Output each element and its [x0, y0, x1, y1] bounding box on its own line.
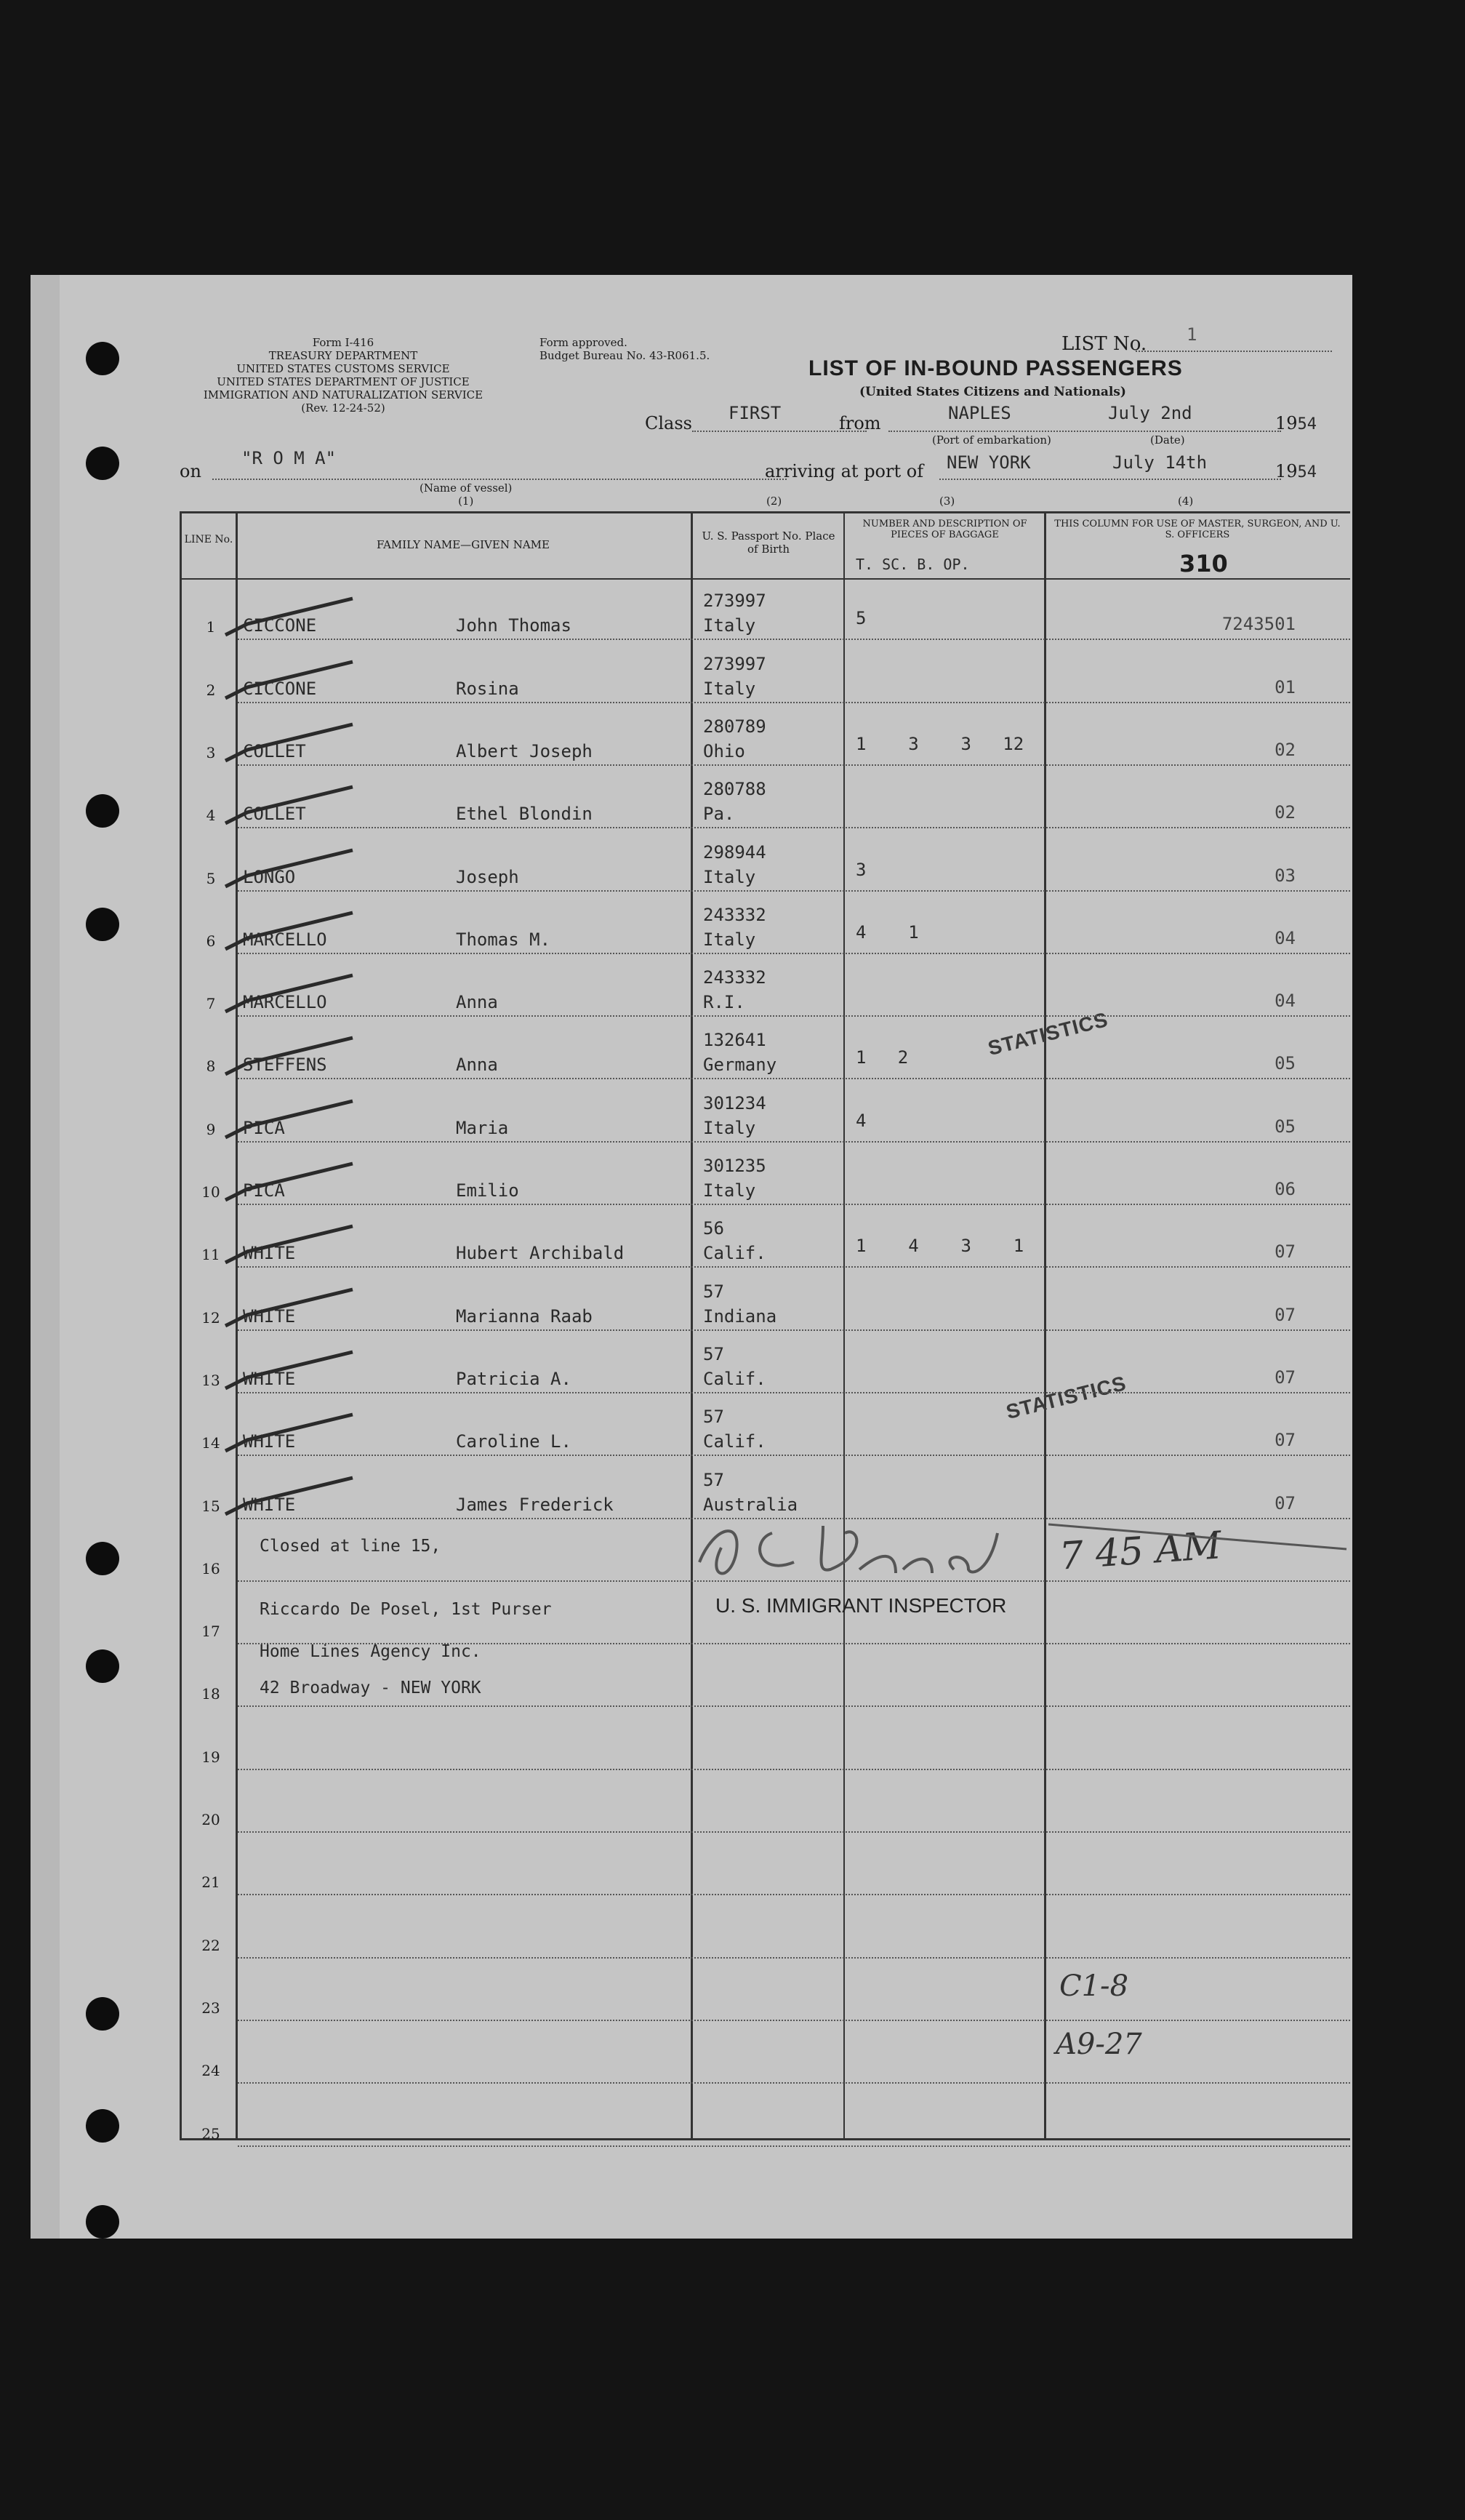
- officer-code: 02: [1275, 739, 1296, 760]
- officer-code: 03: [1275, 865, 1296, 886]
- justice-dept: UNITED STATES DEPARTMENT OF JUSTICE: [217, 375, 470, 388]
- place-of-birth: Australia: [703, 1494, 798, 1515]
- line-number: 3: [206, 743, 216, 761]
- closed-at-line: Closed at line 15,: [260, 1537, 441, 1556]
- approval-block: [539, 336, 710, 362]
- check-mark-icon: [218, 658, 364, 709]
- family-name: PICA: [243, 1117, 285, 1138]
- officer-code: 06: [1275, 1179, 1296, 1199]
- passport-number: 280789: [703, 716, 766, 737]
- form-number: Form I-416: [312, 336, 374, 349]
- family-name: STEFFENS: [243, 1055, 327, 1076]
- line-number: 14: [201, 1434, 220, 1452]
- given-name: Rosina: [456, 678, 519, 699]
- family-name: CICCONE: [243, 678, 317, 699]
- agency-name: Home Lines Agency Inc.: [260, 1642, 481, 1661]
- header-baggage: NUMBER AND DESCRIPTION OF PIECES OF BAGGAGE: [862, 519, 1027, 540]
- passport-number: 57: [703, 1469, 724, 1490]
- line-number: 12: [201, 1308, 220, 1327]
- given-name: Patricia A.: [456, 1368, 571, 1389]
- place-of-birth: Pa.: [703, 804, 735, 825]
- given-name: Caroline L.: [456, 1431, 571, 1452]
- col-4-caption: (4): [1178, 495, 1194, 508]
- class-label: Class: [645, 413, 692, 433]
- pen-stroke: [1048, 1519, 1354, 1562]
- passport-number: 57: [703, 1281, 724, 1302]
- inspector-label: U. S. IMMIGRANT INSPECTOR: [715, 1594, 1007, 1617]
- list-no-label: LIST No.: [1061, 333, 1147, 355]
- line-number: 9: [206, 1120, 216, 1138]
- list-no: 1: [1187, 324, 1197, 345]
- class-value: FIRST: [729, 403, 782, 423]
- place-of-birth: Italy: [703, 678, 756, 699]
- header-baggage-types: T. SC. B. OP.: [856, 556, 970, 573]
- officers-number: 310: [1179, 550, 1228, 577]
- place-of-birth: Italy: [703, 866, 756, 887]
- line-number: 13: [201, 1371, 220, 1389]
- line-number: 20: [201, 1811, 220, 1828]
- family-name: WHITE: [243, 1368, 296, 1389]
- passport-number: 56: [703, 1218, 724, 1239]
- punch-hole: [86, 908, 119, 941]
- vessel-name: "R O M A": [241, 448, 337, 468]
- punch-hole: [86, 1997, 119, 2031]
- from-label: from: [839, 413, 881, 433]
- line-number: 10: [201, 1183, 220, 1201]
- passport-number: 57: [703, 1343, 724, 1364]
- handwritten-note-1: C1-8: [1059, 1969, 1129, 2003]
- col-3-caption: (3): [939, 495, 955, 508]
- line-number: 16: [201, 1559, 220, 1577]
- paper-edge: [31, 275, 60, 2239]
- passport-number: 243332: [703, 967, 766, 988]
- given-name: John Thomas: [456, 615, 571, 636]
- manifest-page: [31, 275, 1352, 2239]
- check-mark-icon: [218, 595, 364, 646]
- line-number: 4: [206, 807, 216, 825]
- place-of-birth: Italy: [703, 615, 756, 636]
- officer-code: 01: [1275, 676, 1296, 697]
- budget-number: Budget Bureau No. 43-R061.5.: [539, 349, 710, 362]
- officer-code: 07: [1275, 1304, 1296, 1325]
- passport-number: 273997: [703, 653, 766, 674]
- family-name: MARCELLO: [243, 929, 327, 950]
- given-name: Hubert Archibald: [456, 1243, 625, 1264]
- given-name: Anna: [456, 1055, 498, 1076]
- passport-number: 301234: [703, 1092, 766, 1113]
- officer-code: 04: [1275, 991, 1296, 1012]
- given-name: Ethel Blondin: [456, 804, 593, 825]
- form-approved: Form approved.: [539, 336, 627, 349]
- given-name: Joseph: [456, 866, 519, 887]
- embark-year: 1954: [1275, 413, 1317, 433]
- baggage-count: 1 3 3 12: [856, 733, 1024, 754]
- arriving-label: arriving at port of: [765, 461, 924, 481]
- header-officers: THIS COLUMN FOR USE OF MASTER, SURGEON, AND U. S. OFFICERS: [1054, 519, 1341, 540]
- given-name: Thomas M.: [456, 929, 551, 950]
- punch-hole: [86, 794, 119, 828]
- given-name: Anna: [456, 992, 498, 1013]
- passport-number: 298944: [703, 841, 766, 863]
- statistics-stamp: STATISTICS: [985, 1008, 1111, 1060]
- vessel-caption: (Name of vessel) (1): [420, 481, 513, 508]
- place-of-birth: Germany: [703, 1055, 777, 1076]
- place-of-birth: Indiana: [703, 1305, 777, 1327]
- arrival-year: 1954: [1275, 461, 1317, 481]
- arrival-date: July 14th: [1112, 452, 1208, 473]
- place-of-birth: R.I.: [703, 992, 745, 1013]
- officer-code: 07: [1275, 1492, 1296, 1513]
- customs-service: UNITED STATES CUSTOMS SERVICE: [236, 362, 450, 375]
- line-number: 6: [206, 932, 216, 950]
- passport-number: 301235: [703, 1156, 766, 1176]
- passport-number: 243332: [703, 904, 766, 925]
- line-number: 25: [201, 2124, 220, 2143]
- line-number: 2: [206, 681, 216, 699]
- form-header-block: [161, 336, 525, 415]
- revision: (Rev. 12-24-52): [301, 401, 385, 415]
- check-mark-icon: [218, 1034, 364, 1085]
- punch-hole: [86, 1542, 119, 1575]
- officer-code: 05: [1275, 1116, 1296, 1137]
- col-2-caption: (2): [766, 495, 782, 508]
- header-line-no: LINE No.: [184, 534, 233, 545]
- header-passport: U. S. Passport No. Place of Birth: [702, 529, 835, 556]
- purser-name: Riccardo De Posel, 1st Purser: [260, 1600, 552, 1619]
- family-name: WHITE: [243, 1494, 296, 1515]
- date-caption: (Date): [1150, 433, 1185, 447]
- line-number: 21: [201, 1873, 220, 1892]
- place-of-birth: Italy: [703, 1117, 756, 1138]
- inspector-signature: [678, 1511, 1070, 1591]
- port-embark-caption: (Port of embarkation): [932, 433, 1051, 447]
- check-mark-icon: [218, 847, 364, 897]
- place-of-birth: Ohio: [703, 740, 745, 761]
- line-number: 7: [206, 995, 216, 1013]
- line-number: 1: [206, 618, 216, 636]
- line-number: 5: [206, 869, 216, 887]
- place-of-birth: Calif.: [703, 1368, 766, 1389]
- baggage-count: 4: [856, 1110, 867, 1131]
- punch-hole: [86, 342, 119, 375]
- arrival-port: NEW YORK: [947, 452, 1031, 473]
- punch-hole: [86, 2109, 119, 2143]
- embark-port: NAPLES: [948, 403, 1011, 423]
- officer-code: 7243501: [1221, 614, 1296, 635]
- arrival-time-note: 7 45 AM: [1058, 1524, 1223, 1579]
- family-name: COLLET: [243, 740, 306, 761]
- passport-number: 57: [703, 1407, 724, 1428]
- baggage-count: 3: [856, 859, 867, 880]
- check-mark-icon: [218, 972, 364, 1023]
- on-label: on: [180, 461, 201, 481]
- check-mark-icon: [218, 909, 364, 960]
- punch-hole: [86, 2205, 119, 2239]
- officer-code: 07: [1275, 1367, 1296, 1388]
- given-name: Emilio: [456, 1180, 519, 1201]
- given-name: Albert Joseph: [456, 740, 593, 761]
- officer-code: 07: [1275, 1241, 1296, 1263]
- baggage-count: 4 1: [856, 921, 919, 943]
- family-name: PICA: [243, 1180, 285, 1201]
- check-mark-icon: [218, 1348, 364, 1399]
- check-mark-icon: [218, 1474, 364, 1525]
- line-number: 8: [206, 1057, 216, 1076]
- handwritten-note-2: A9-27: [1056, 2028, 1142, 2061]
- line-number: 17: [201, 1623, 220, 1641]
- line-number: 24: [201, 2062, 220, 2080]
- family-name: CICCONE: [243, 615, 317, 636]
- manifest-subtitle: (United States Citizens and Nationals): [859, 385, 1126, 399]
- treasury-dept: TREASURY DEPARTMENT: [268, 349, 418, 362]
- passport-number: 273997: [703, 591, 766, 612]
- passport-number: 280788: [703, 779, 766, 800]
- place-of-birth: Calif.: [703, 1243, 766, 1264]
- line-number: 19: [201, 1748, 220, 1766]
- baggage-count: 1 4 3 1: [856, 1236, 1024, 1257]
- line-number: 23: [201, 1999, 220, 2017]
- punch-hole: [86, 1649, 119, 1683]
- given-name: James Frederick: [456, 1494, 614, 1515]
- check-mark-icon: [218, 1160, 364, 1211]
- line-number: 22: [201, 1936, 220, 1954]
- place-of-birth: Italy: [703, 929, 756, 950]
- check-mark-icon: [218, 1286, 364, 1337]
- place-of-birth: Calif.: [703, 1431, 766, 1452]
- given-name: Maria: [456, 1117, 509, 1138]
- baggage-count: 1 2: [856, 1047, 909, 1068]
- line-number: 18: [201, 1685, 220, 1703]
- officer-code: 05: [1275, 1053, 1296, 1074]
- check-mark-icon: [218, 1097, 364, 1148]
- agency-address: 42 Broadway - NEW YORK: [260, 1679, 481, 1697]
- manifest-title: LIST OF IN-BOUND PASSENGERS: [808, 356, 1183, 380]
- family-name: COLLET: [243, 804, 306, 825]
- officer-code: 04: [1275, 927, 1296, 948]
- check-mark-icon: [218, 721, 364, 772]
- header-name: FAMILY NAME—GIVEN NAME: [376, 538, 550, 551]
- family-name: WHITE: [243, 1431, 296, 1452]
- baggage-count: 5: [856, 608, 867, 629]
- check-mark-icon: [218, 1411, 364, 1462]
- statistics-stamp: STATISTICS: [1003, 1372, 1129, 1424]
- place-of-birth: Italy: [703, 1180, 756, 1201]
- passport-number: 132641: [703, 1030, 766, 1051]
- ins-service: IMMIGRATION AND NATURALIZATION SERVICE: [203, 388, 483, 401]
- family-name: MARCELLO: [243, 992, 327, 1013]
- line-number: 11: [201, 1246, 220, 1264]
- officer-code: 02: [1275, 802, 1296, 823]
- family-name: WHITE: [243, 1243, 296, 1264]
- line-number: 15: [201, 1497, 220, 1515]
- officer-code: 07: [1275, 1430, 1296, 1451]
- punch-hole: [86, 447, 119, 480]
- embark-date: July 2nd: [1108, 403, 1192, 423]
- check-mark-icon: [218, 783, 364, 834]
- given-name: Marianna Raab: [456, 1305, 593, 1327]
- family-name: LONGO: [243, 866, 296, 887]
- family-name: WHITE: [243, 1305, 296, 1327]
- check-mark-icon: [218, 1223, 364, 1273]
